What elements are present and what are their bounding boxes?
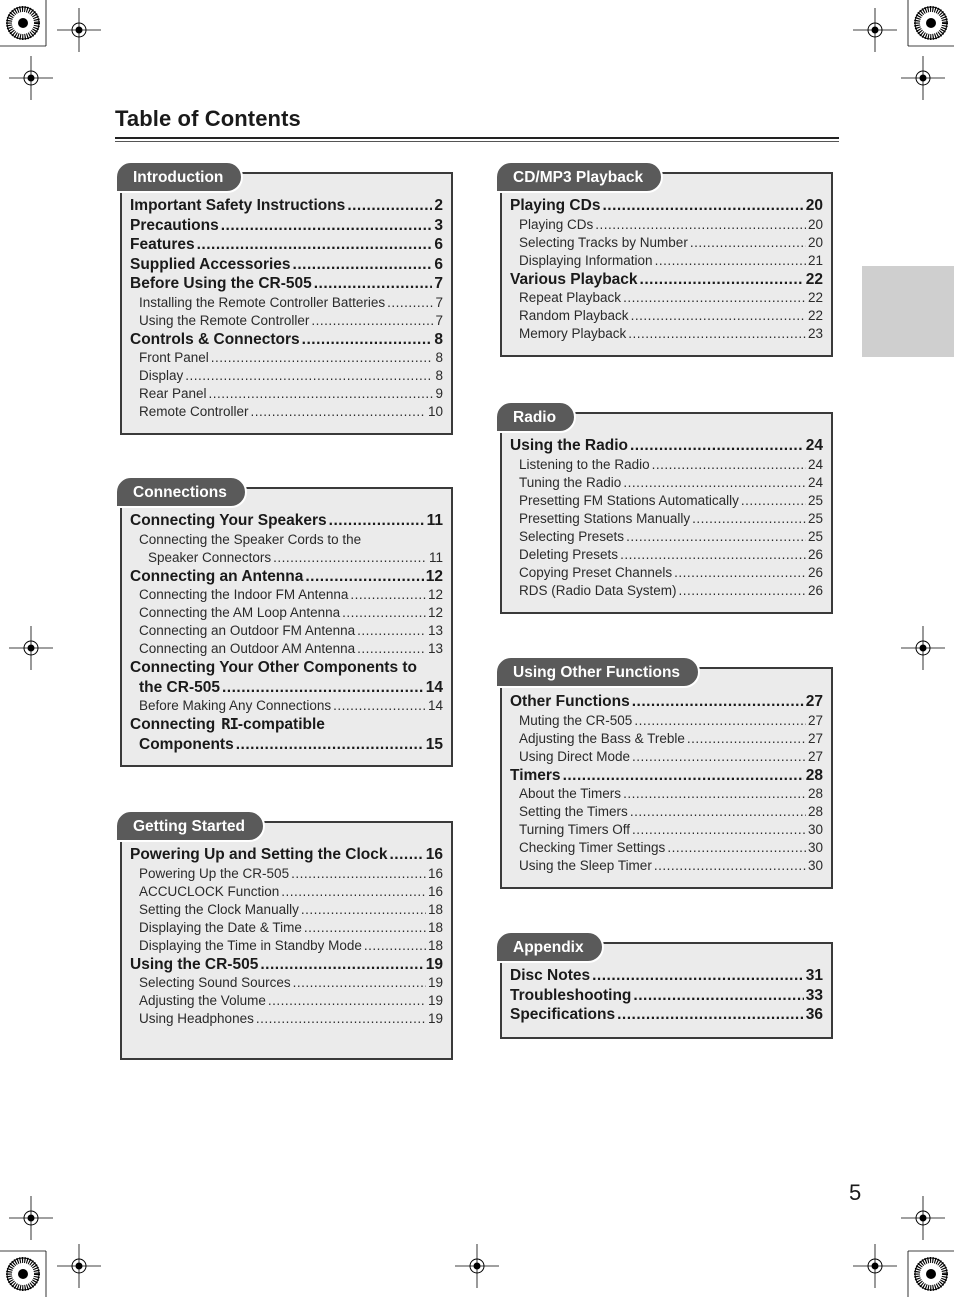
toc-entry[interactable] (510, 270, 823, 290)
toc-entry-page: 14 (425, 678, 443, 696)
dot-leader (311, 312, 433, 330)
toc-entry[interactable] (510, 857, 823, 875)
toc-entry-page: 25 (807, 510, 823, 526)
section-label-appendix: Appendix (495, 931, 604, 963)
toc-entry-page: 6 (434, 236, 443, 253)
toc-entry-title: Setting the Clock Manually (139, 901, 299, 917)
toc-entry-title: Memory Playback (519, 326, 627, 341)
toc-entry-title: Connecting an Outdoor AM Antenna (139, 641, 356, 656)
toc-entry-title: Remote Controller (139, 404, 249, 419)
toc-list (510, 966, 823, 1025)
toc-entry-page: 11 (426, 512, 443, 529)
dot-leader (301, 901, 426, 919)
dot-leader (364, 937, 426, 955)
toc-entry-page: 12 (427, 587, 443, 602)
dot-leader (256, 1010, 426, 1028)
toc-entry-page: 28 (807, 786, 823, 801)
toc-entry[interactable] (130, 919, 443, 937)
toc-entry[interactable] (130, 385, 443, 403)
toc-entry-page: 14 (427, 698, 443, 713)
toc-entry[interactable] (130, 974, 443, 992)
toc-entry[interactable] (510, 216, 823, 234)
toc-entry-title: Powering Up and Setting the Clock (130, 846, 388, 863)
toc-entry-page: 30 (807, 858, 823, 873)
dot-leader (222, 678, 424, 698)
toc-entry[interactable] (130, 235, 443, 255)
toc-entry-title: Disc Notes (510, 967, 591, 984)
toc-entry-title: Random Playback (519, 308, 629, 323)
toc-entry[interactable] (130, 622, 443, 640)
toc-entry-title: Deleting Presets (519, 546, 619, 562)
starburst-mark-top-right (915, 7, 947, 39)
toc-entry-title: Displaying the Date & Time (139, 919, 302, 935)
toc-entry-title-suffix: -compatible (237, 716, 325, 733)
toc-entry[interactable] (510, 528, 823, 546)
toc-entry[interactable] (510, 436, 823, 456)
toc-entry-title: Selecting Presets (519, 528, 625, 544)
toc-entry-page: 25 (807, 492, 823, 508)
toc-entry[interactable] (130, 312, 443, 330)
toc-entry[interactable] (130, 735, 443, 755)
toc-entry[interactable] (130, 567, 443, 587)
toc-entry[interactable] (130, 845, 443, 865)
toc-entry-title: ACCUCLOCK Function (139, 883, 280, 899)
toc-entry-title: Display (139, 368, 184, 383)
toc-entry-page: 22 (807, 308, 823, 323)
section-other-functions (498, 658, 833, 889)
toc-entry-title: Supplied Accessories (130, 255, 291, 273)
dot-leader (251, 403, 426, 421)
dot-leader (602, 196, 803, 216)
toc-entry-title: About the Timers (519, 786, 622, 801)
toc-entry[interactable] (510, 966, 823, 986)
toc-entry-page: 19 (425, 955, 443, 973)
toc-entry[interactable] (510, 492, 823, 510)
dot-leader (350, 586, 426, 604)
toc-entry-title: Front Panel (139, 350, 209, 365)
toc-entry-title: Powering Up the CR-505 (139, 865, 290, 881)
toc-entry-page: 20 (807, 234, 823, 250)
toc-entry-page: 36 (805, 1006, 823, 1023)
dot-leader (626, 528, 806, 546)
toc-entry[interactable] (510, 821, 823, 839)
toc-list (510, 196, 823, 343)
toc-entry-page: 19 (427, 975, 443, 990)
toc-entry[interactable] (130, 955, 443, 975)
toc-entry[interactable] (130, 937, 443, 955)
toc-entry-page: 9 (435, 386, 443, 401)
dot-leader (314, 274, 433, 294)
toc-entry-title: Using Headphones (139, 1011, 254, 1026)
title-rule (115, 141, 839, 142)
toc-entry-page: 23 (807, 326, 823, 341)
toc-entry[interactable] (510, 564, 823, 582)
dot-leader (268, 992, 426, 1010)
toc-entry-title: Using Direct Mode (519, 748, 631, 764)
toc-entry-title: Connecting the AM Loop Antenna (139, 605, 341, 620)
toc-list (510, 692, 823, 875)
toc-entry[interactable] (510, 582, 823, 600)
toc-entry[interactable] (130, 349, 443, 367)
dot-leader (357, 622, 426, 640)
toc-entry-page: 15 (425, 735, 443, 753)
dot-leader (595, 216, 806, 234)
dot-leader (357, 640, 426, 658)
toc-entry-title: Connecting the Indoor FM Antenna (139, 587, 349, 602)
toc-entry[interactable] (510, 474, 823, 492)
toc-entry[interactable] (510, 546, 823, 564)
toc-entry-title: Other Functions (510, 693, 630, 710)
toc-list (510, 436, 823, 600)
dot-leader (302, 330, 433, 350)
toc-entry-page: 12 (425, 567, 443, 585)
toc-list (130, 196, 443, 421)
section-label-radio: Radio (495, 401, 576, 433)
toc-entry-page: 24 (807, 474, 823, 490)
registration-mark (853, 1244, 897, 1288)
toc-entry-title: Using the CR-505 (130, 955, 259, 973)
registration-mark (901, 626, 945, 670)
toc-entry[interactable] (130, 678, 443, 698)
toc-entry-page: 33 (805, 986, 823, 1004)
dot-leader (347, 196, 432, 216)
dot-leader (632, 692, 804, 712)
toc-entry[interactable] (130, 196, 443, 216)
dot-leader (221, 216, 433, 236)
dot-leader (623, 785, 806, 803)
toc-entry-page: 18 (427, 919, 443, 935)
toc-entry-title-text: Connecting (130, 716, 216, 733)
toc-entry-page: 11 (428, 549, 443, 565)
toc-entry-page: 12 (427, 605, 443, 620)
section-connections (118, 478, 453, 767)
toc-list (130, 845, 443, 1028)
toc-entry-page: 30 (807, 840, 823, 855)
dot-leader (620, 546, 806, 564)
toc-entry-title: Turning Timers Off (519, 822, 631, 837)
toc-entry-page: 10 (427, 404, 443, 419)
toc-entry[interactable] (130, 865, 443, 883)
toc-entry-title: Presetting Stations Manually (519, 510, 691, 526)
toc-entry-page: 7 (434, 275, 443, 292)
toc-entry[interactable] (130, 586, 443, 604)
toc-entry-page: 16 (427, 865, 443, 881)
toc-entry[interactable] (510, 692, 823, 712)
toc-entry[interactable] (510, 785, 823, 803)
section-introduction (118, 163, 453, 435)
page-title: Table of Contents (115, 106, 301, 131)
toc-entry-page: 30 (807, 822, 823, 837)
dot-leader (563, 766, 804, 786)
toc-entry-page: 20 (807, 216, 823, 232)
toc-entry-title: Important Safety Instructions (130, 197, 346, 214)
toc-entry[interactable] (130, 294, 443, 312)
toc-entry-title: Adjusting the Bass & Treble (519, 730, 685, 746)
toc-entry-page: 3 (434, 216, 443, 234)
toc-entry-title: Timers (510, 766, 561, 784)
toc-entry[interactable] (510, 289, 823, 307)
toc-entry-page: 22 (807, 290, 823, 305)
toc-entry[interactable] (130, 697, 443, 715)
toc-entry-page: 21 (807, 252, 823, 268)
toc-entry-title: Troubleshooting (510, 986, 632, 1004)
toc-entry-title: Displaying the Time in Standby Mode (139, 937, 362, 953)
toc-entry-page: 13 (427, 641, 443, 656)
toc-entry-page: 31 (805, 967, 823, 984)
dot-leader (690, 234, 806, 252)
toc-entry[interactable] (130, 992, 443, 1010)
toc-entry-page: 8 (435, 368, 443, 383)
section-label-connections: Connections (115, 476, 247, 508)
toc-entry[interactable] (510, 839, 823, 857)
registration-mark (901, 56, 945, 100)
toc-entry-title: the CR-505 (139, 678, 220, 696)
toc-entry-title: Controls & Connectors (130, 330, 300, 348)
toc-entry-page: 26 (807, 564, 823, 580)
section-label-other-functions: Using Other Functions (495, 656, 700, 688)
registration-mark (853, 8, 897, 52)
page-number: 5 (849, 1180, 862, 1205)
dot-leader (273, 549, 427, 567)
dot-leader (209, 385, 434, 403)
section-label-cd-mp3: CD/MP3 Playback (495, 161, 663, 193)
registration-mark (901, 1196, 945, 1240)
toc-entry-page: 2 (434, 197, 443, 214)
dot-leader (674, 564, 806, 582)
toc-entry[interactable] (130, 901, 443, 919)
dot-leader (293, 255, 433, 275)
toc-entry[interactable] (510, 196, 823, 216)
dot-leader (211, 349, 434, 367)
toc-entry-title: Setting the Timers (519, 804, 628, 819)
registration-mark (9, 56, 53, 100)
toc-entry-page: 24 (805, 437, 823, 454)
toc-entry[interactable] (510, 803, 823, 821)
dot-leader (185, 367, 433, 385)
toc-entry-title: Checking Timer Settings (519, 840, 666, 855)
toc-entry-page: 27 (805, 693, 823, 710)
toc-entry-page: 27 (807, 712, 823, 728)
dot-leader (630, 803, 806, 821)
toc-entry-title: Various Playback (510, 270, 638, 288)
toc-entry-title: Copying Preset Channels (519, 564, 673, 580)
toc-entry-page: 28 (807, 804, 823, 819)
toc-entry-page: 19 (427, 1011, 443, 1026)
toc-entry-title: Installing the Remote Controller Batteries (139, 294, 386, 310)
dot-leader (329, 511, 425, 531)
toc-entry-page: 27 (807, 748, 823, 764)
registration-mark (57, 1244, 101, 1288)
dot-leader (652, 456, 806, 474)
toc-entry-page: 20 (805, 197, 823, 214)
toc-entry[interactable] (510, 1005, 823, 1025)
dot-leader (305, 567, 423, 587)
dot-leader (632, 748, 806, 766)
toc-entry[interactable] (510, 252, 823, 270)
dot-leader (631, 307, 806, 325)
toc-entry[interactable] (130, 511, 443, 531)
dot-leader (333, 697, 426, 715)
toc-entry[interactable] (130, 883, 443, 901)
toc-entry-title: Using the Radio (510, 437, 628, 454)
toc-entry-title: Selecting Tracks by Number (519, 234, 688, 250)
toc-entry-page: 6 (434, 255, 443, 273)
toc-entry-page: 26 (807, 546, 823, 562)
toc-entry-title: Before Using the CR-505 (130, 275, 312, 292)
toc-entry-title: Repeat Playback (519, 290, 622, 305)
dot-leader (632, 821, 806, 839)
section-label-getting-started: Getting Started (115, 810, 265, 842)
toc-entry[interactable] (130, 640, 443, 658)
toc-entry[interactable] (510, 748, 823, 766)
toc-entry-page: 13 (427, 623, 443, 638)
starburst-mark-top-left (7, 7, 39, 39)
toc-entry-page: 8 (434, 330, 443, 348)
dot-leader (628, 325, 806, 343)
section-label-introduction: Introduction (115, 161, 243, 193)
toc-entry-title: Components (139, 735, 234, 753)
toc-entry[interactable] (510, 712, 823, 730)
toc-entry-title: Connecting an Outdoor FM Antenna (139, 623, 356, 638)
toc-entry-title: Before Making Any Connections (139, 698, 332, 713)
toc-entry-title: Precautions (130, 216, 219, 234)
toc-entry-title: Rear Panel (139, 386, 207, 401)
dot-leader (655, 252, 806, 270)
ri-logo-icon: RI (221, 715, 238, 733)
section-cd-mp3-playback (498, 163, 833, 357)
starburst-mark-bottom-left (7, 1258, 39, 1290)
toc-entry-page: 27 (807, 730, 823, 746)
dot-leader (630, 436, 804, 456)
toc-entry[interactable] (130, 1010, 443, 1028)
toc-entry[interactable] (130, 216, 443, 236)
toc-entry[interactable] (510, 456, 823, 474)
toc-entry-page: 22 (805, 270, 823, 288)
toc-entry-title: Connecting the Speaker Cords to the (139, 531, 362, 547)
toc-entry-title: Features (130, 236, 195, 253)
toc-entry-title: Tuning the Radio (519, 474, 622, 490)
toc-entry[interactable] (510, 325, 823, 343)
toc-entry[interactable] (510, 730, 823, 748)
toc-entry[interactable] (510, 307, 823, 325)
section-radio (498, 403, 833, 614)
toc-entry-title: RDS (Radio Data System) (519, 582, 677, 598)
starburst-mark-bottom-right (915, 1258, 947, 1290)
toc-entry-title: Muting the CR-505 (519, 712, 633, 728)
dot-leader (623, 289, 806, 307)
toc-entry-title: Connecting an Antenna (130, 567, 304, 585)
dot-leader (236, 735, 424, 755)
toc-entry-page: 18 (427, 937, 443, 953)
dot-leader (291, 865, 426, 883)
registration-mark (455, 1244, 499, 1288)
toc-entry[interactable] (510, 986, 823, 1006)
dot-leader (260, 955, 423, 975)
toc-entry-title: Playing CDs (510, 197, 601, 214)
dot-leader (640, 270, 804, 290)
toc-entry-title: Presetting FM Stations Automatically (519, 492, 739, 508)
dot-leader (687, 730, 806, 748)
title-rule (115, 137, 839, 139)
toc-entry[interactable] (510, 766, 823, 786)
dot-leader (293, 974, 426, 992)
toc-entry-title: Speaker Connectors (148, 549, 272, 565)
dot-leader (679, 582, 806, 600)
toc-entry-page: 18 (427, 901, 443, 917)
toc-entry[interactable] (130, 403, 443, 421)
toc-entry-page: 7 (435, 294, 443, 310)
toc-entry-title: Using the Remote Controller (139, 312, 310, 328)
toc-list (130, 511, 443, 754)
dot-leader (667, 839, 806, 857)
toc-entry-page: 24 (807, 456, 823, 472)
toc-entry[interactable] (130, 330, 443, 350)
toc-entry-title: Listening to the Radio (519, 456, 650, 472)
section-appendix (498, 933, 833, 1039)
dot-leader (741, 492, 806, 510)
toc-entry-title: Specifications (510, 1006, 616, 1023)
dot-leader (197, 235, 433, 255)
toc-entry[interactable] (130, 274, 443, 294)
toc-entry-page: 25 (807, 528, 823, 544)
toc-entry[interactable] (130, 255, 443, 275)
toc-entry-page: 16 (425, 846, 443, 863)
toc-entry-title (130, 715, 325, 735)
toc-entry-page: 28 (805, 766, 823, 784)
dot-leader (654, 857, 806, 875)
dot-leader (387, 294, 433, 312)
toc-entry-page: 26 (807, 582, 823, 598)
dot-leader (623, 474, 806, 492)
dot-leader (342, 604, 426, 622)
toc-entry[interactable] (130, 367, 443, 385)
toc-entry[interactable] (130, 531, 443, 549)
toc-entry-title: Playing CDs (519, 216, 594, 232)
toc-entry[interactable] (510, 234, 823, 252)
toc-entry-title: Selecting Sound Sources (139, 975, 291, 990)
toc-entry[interactable] (130, 715, 443, 735)
section-getting-started (118, 812, 453, 1060)
toc-entry[interactable] (130, 549, 443, 567)
toc-entry-title: Using the Sleep Timer (519, 858, 652, 873)
section-side-tab (862, 266, 954, 357)
dot-leader (692, 510, 806, 528)
toc-entry-title: Connecting Your Speakers (130, 512, 327, 529)
registration-mark (57, 8, 101, 52)
toc-entry-page: 19 (427, 993, 443, 1008)
registration-mark (9, 1196, 53, 1240)
toc-entry-page: 8 (435, 350, 443, 365)
dot-leader (633, 986, 803, 1006)
toc-entry-page: 7 (435, 312, 443, 328)
toc-entry[interactable] (130, 604, 443, 622)
toc-entry-title: Connecting Your Other Components to (130, 659, 418, 676)
toc-entry-page: 16 (427, 883, 443, 899)
toc-entry-title: Adjusting the Volume (139, 993, 266, 1008)
dot-leader (634, 712, 806, 730)
toc-entry-title: Displaying Information (519, 252, 653, 268)
dot-leader (390, 845, 424, 865)
toc-entry[interactable] (130, 658, 443, 678)
registration-mark (9, 626, 53, 670)
dot-leader (281, 883, 426, 901)
dot-leader (617, 1005, 804, 1025)
toc-entry[interactable] (510, 510, 823, 528)
dot-leader (592, 966, 804, 986)
dot-leader (304, 919, 426, 937)
